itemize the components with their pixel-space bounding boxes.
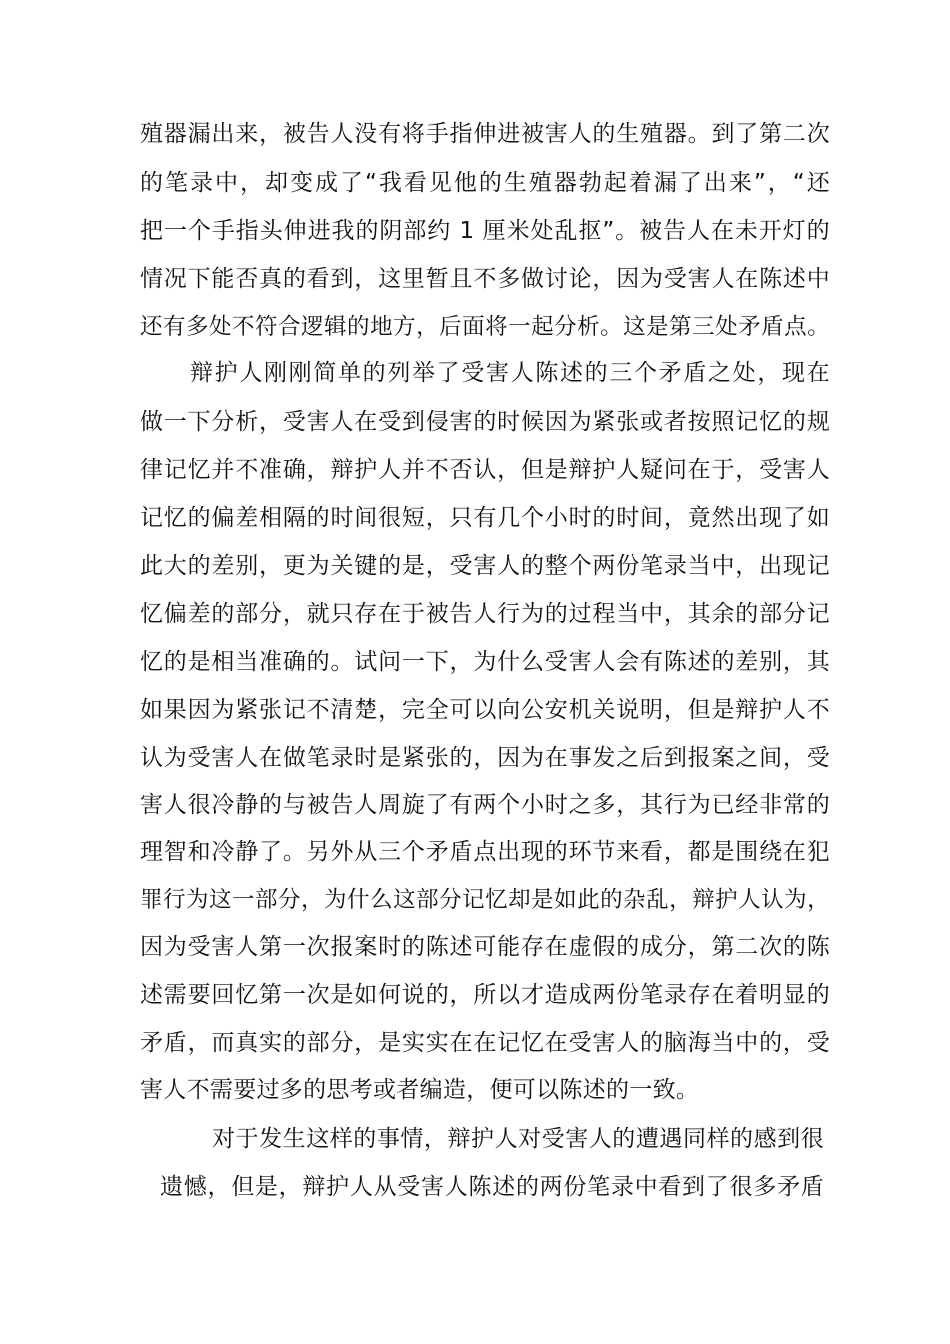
text-line: 做一下分析，受害人在受到侵害的时候因为紧张或者按照记忆的规 xyxy=(140,409,830,435)
text-line: 忆偏差的部分，就只存在于被告人行为的过程当中，其余的部分记 xyxy=(140,601,830,627)
text-line: 矛盾，而真实的部分，是实实在在记忆在受害人的脑海当中的，受 xyxy=(140,1030,830,1056)
text-line: 害人不需要过多的思考或者编造，便可以陈述的一致。 xyxy=(140,1077,700,1103)
text-line: 律记忆并不准确，辩护人并不否认，但是辩护人疑问在于，受害人 xyxy=(140,457,830,483)
text-line: 对于发生这样的事情，辩护人对受害人的遭遇同样的感到很 xyxy=(212,1126,824,1152)
text-line: 情况下能否真的看到，这里暂且不多做讨论，因为受害人在陈述中 xyxy=(140,266,830,292)
text-line: 害人很冷静的与被告人周旋了有两个小时之多，其行为已经非常的 xyxy=(140,792,830,818)
text-line: 记忆的偏差相隔的时间很短，只有几个小时的时间，竟然出现了如 xyxy=(140,505,830,531)
text-line: 遗憾，但是，辩护人从受害人陈述的两份笔录中看到了很多矛盾 xyxy=(160,1174,824,1200)
text-line: 的笔录中，却变成了“我看见他的生殖器勃起着漏了出来”，“还 xyxy=(140,170,830,196)
text-line: 把一个手指头伸进我的阴部约 1 厘米处乱抠”。被告人在未开灯的 xyxy=(140,218,830,244)
text-line: 此大的差别，更为关键的是，受害人的整个两份笔录当中，出现记 xyxy=(140,553,830,579)
text-line: 辩护人刚刚简单的列举了受害人陈述的三个矛盾之处，现在 xyxy=(190,360,830,386)
text-line: 如果因为紧张记不清楚，完全可以向公安机关说明，但是辩护人不 xyxy=(140,697,830,723)
text-line: 因为受害人第一次报案时的陈述可能存在虚假的成分，第二次的陈 xyxy=(140,934,830,960)
text-line: 理智和冷静了。另外从三个矛盾点出现的环节来看，都是围绕在犯 xyxy=(140,839,830,865)
text-line: 殖器漏出来，被告人没有将手指伸进被害人的生殖器。到了第二次 xyxy=(140,121,830,147)
text-line: 述需要回忆第一次是如何说的，所以才造成两份笔录存在着明显的 xyxy=(140,982,830,1008)
text-line: 罪行为这一部分，为什么这部分记忆却是如此的杂乱，辩护人认为， xyxy=(140,887,830,913)
text-line: 忆的是相当准确的。试问一下，为什么受害人会有陈述的差别，其 xyxy=(140,649,830,675)
text-line: 认为受害人在做笔录时是紧张的，因为在事发之后到报案之间，受 xyxy=(140,745,830,771)
text-line: 还有多处不符合逻辑的地方，后面将一起分析。这是第三处矛盾点。 xyxy=(140,314,830,340)
